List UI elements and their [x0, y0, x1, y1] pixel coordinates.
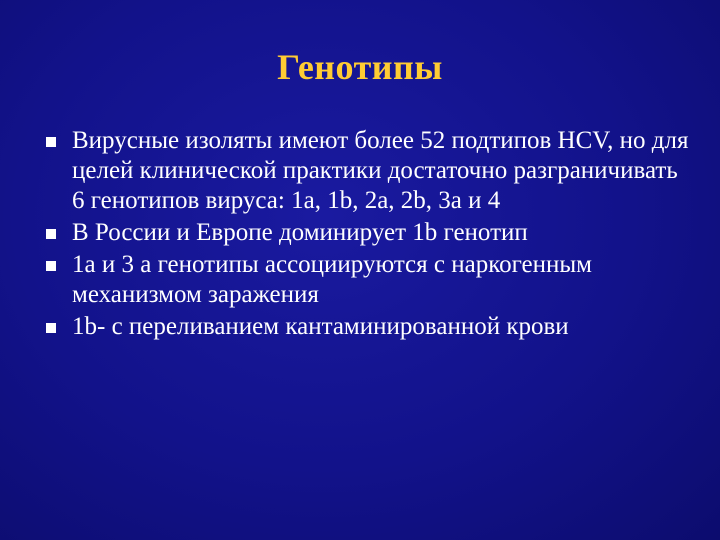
bullet-item: [44, 312, 694, 342]
bullet-list: [44, 126, 694, 344]
bullet-item: [44, 126, 694, 216]
square-bullet-icon: [46, 137, 56, 147]
bullet-text: Вирусные изоляты имеют более 52 подтипов HCV, но для целей клинической практики достаточно разграничивать 6 генотипов вируса: 1a, 1b, 2a, 2b, 3a и 4: [72, 127, 689, 214]
bullet-text: 1a и 3 а генотипы ассоциируются с наркогенным механизмом заражения: [72, 251, 592, 308]
bullet-item: [44, 250, 694, 310]
square-bullet-icon: [46, 323, 56, 333]
bullet-text: 1b- с переливанием кантаминированной крови: [72, 313, 569, 340]
bullet-item: [44, 218, 694, 248]
bullet-text: В России и Европе доминирует 1b генотип: [72, 219, 528, 246]
square-bullet-icon: [46, 229, 56, 239]
square-bullet-icon: [46, 261, 56, 271]
slide-title: Генотипы: [277, 47, 443, 87]
